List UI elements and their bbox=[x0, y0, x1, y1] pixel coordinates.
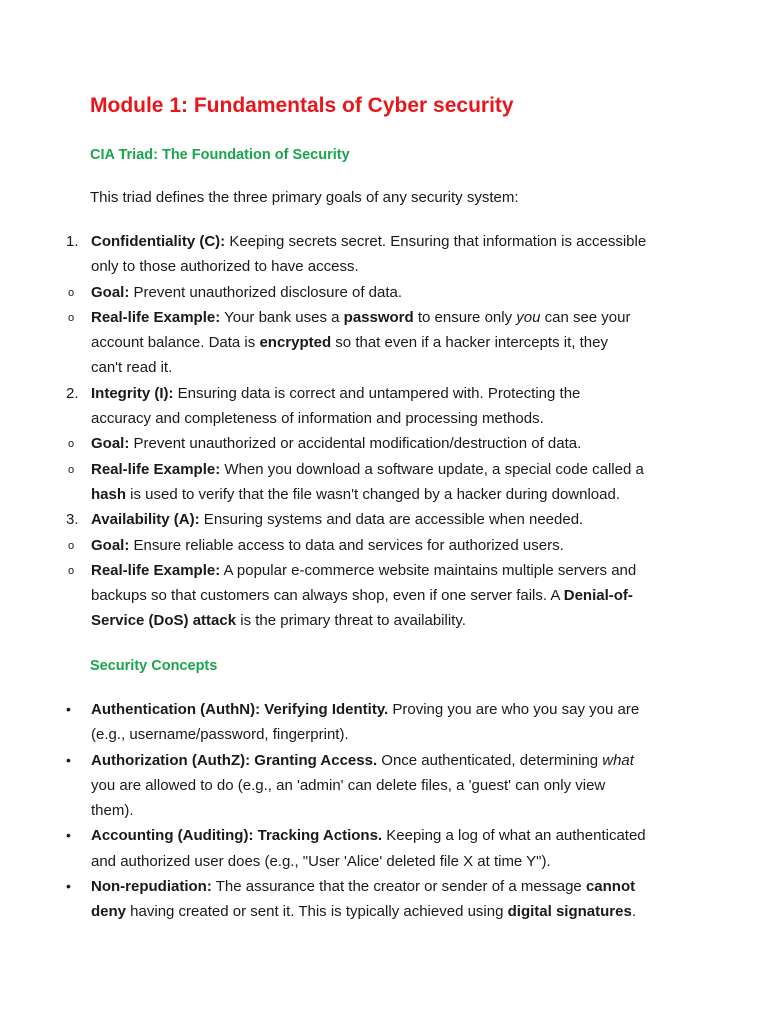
text-run: so that even if a hacker intercepts it, they bbox=[331, 334, 608, 352]
text-run: (e.g., username/password, fingerprint). bbox=[91, 726, 349, 744]
sub-item-line-row bbox=[0, 533, 768, 558]
sub-item-line-row bbox=[0, 355, 768, 380]
concept-line-row bbox=[0, 722, 768, 747]
concept-line-row bbox=[0, 899, 768, 924]
concept-line bbox=[91, 798, 134, 823]
concept-line bbox=[91, 899, 636, 924]
sub-item-line-row bbox=[0, 305, 768, 330]
sub-bullet-icon: o bbox=[68, 438, 75, 451]
bullet-icon: • bbox=[66, 701, 71, 717]
bullet-icon: • bbox=[66, 751, 71, 768]
bold-text: Authorization (AuthZ): Granting Access. bbox=[91, 751, 378, 769]
concept-line-row bbox=[0, 823, 768, 848]
text-run: them). bbox=[91, 802, 134, 820]
intro-text: This triad defines the three primary goals of any security system: bbox=[90, 189, 519, 206]
sub-item-line bbox=[91, 280, 402, 305]
sub-item-line bbox=[91, 431, 581, 456]
sub-item-line bbox=[91, 558, 636, 583]
concepts-list bbox=[0, 697, 768, 925]
sub-bullet-icon: o bbox=[68, 463, 75, 476]
bold-text: Denial-of- bbox=[563, 587, 633, 605]
text-run: backups so that customers can always shop, even if one server fails. A bbox=[91, 587, 564, 605]
concept-line-row bbox=[0, 697, 768, 722]
sub-item-line bbox=[91, 457, 644, 482]
sub-item-line bbox=[91, 583, 633, 608]
text-run: Prevent unauthorized disclosure of data. bbox=[129, 283, 403, 301]
cia-item-line bbox=[91, 229, 646, 254]
cia-item-line bbox=[91, 507, 583, 532]
text-run: Proving you are who you say you are bbox=[388, 701, 640, 718]
text-run: Keeping a log of what an authenticated bbox=[382, 827, 646, 845]
cia-item-line-row bbox=[0, 381, 768, 406]
text-run: Your bank uses a bbox=[220, 308, 344, 326]
text-run: is used to verify that the file wasn't changed by a hacker during download. bbox=[126, 485, 621, 503]
bold-text: hash bbox=[91, 485, 127, 503]
text-run: can't read it. bbox=[91, 359, 173, 377]
cia-item-line-row bbox=[0, 406, 768, 431]
cia-item-line-row bbox=[0, 229, 768, 254]
sub-item-line-row bbox=[0, 558, 768, 583]
sub-item-line bbox=[91, 330, 608, 355]
bold-text: password bbox=[343, 308, 414, 326]
concepts-heading: Security Concepts bbox=[90, 658, 218, 674]
sub-item-line bbox=[91, 305, 631, 330]
text-run: having created or sent it. This is typically achieved using bbox=[126, 903, 508, 921]
text-run: Keeping secrets secret. Ensuring that information is accessible bbox=[225, 233, 647, 250]
sub-item-line-row bbox=[0, 583, 768, 608]
concept-line bbox=[91, 849, 551, 874]
bold-text: deny bbox=[91, 903, 127, 921]
list-number: 1. bbox=[66, 233, 79, 250]
text-run: and authorized user does (e.g., "User 'Alice' deleted file X at time Y"). bbox=[91, 852, 551, 870]
bold-text: Real-life Example: bbox=[91, 460, 221, 478]
sub-item-line-row bbox=[0, 608, 768, 633]
concept-line-row bbox=[0, 798, 768, 823]
concept-line bbox=[91, 697, 639, 722]
text-run: A popular e-commerce website maintains multiple servers and bbox=[220, 561, 637, 579]
text-run: Ensure reliable access to data and services for authorized users. bbox=[129, 536, 564, 554]
sub-bullet-icon: o bbox=[68, 311, 75, 324]
sub-bullet-icon: o bbox=[68, 564, 75, 577]
cia-list bbox=[0, 229, 768, 634]
cia-heading: CIA Triad: The Foundation of Security bbox=[90, 147, 350, 163]
concept-line bbox=[91, 823, 646, 848]
text-run: . bbox=[631, 903, 636, 921]
bold-text: Service (DoS) attack bbox=[91, 612, 237, 630]
sub-item-line bbox=[91, 355, 172, 380]
text-run: Ensuring systems and data are accessible when needed. bbox=[199, 511, 584, 529]
sub-bullet-icon: o bbox=[68, 539, 75, 552]
sub-item-line-row bbox=[0, 330, 768, 355]
concept-line-row bbox=[0, 748, 768, 773]
text-run: Once authenticated, determining bbox=[377, 751, 603, 769]
sub-item-line-row bbox=[0, 457, 768, 482]
text-run: is the primary threat to availability. bbox=[236, 612, 466, 630]
italic-text: you bbox=[516, 308, 541, 326]
concept-line-row bbox=[0, 773, 768, 798]
italic-text: what bbox=[602, 751, 634, 769]
page-title: Module 1: Fundamentals of Cyber security bbox=[90, 94, 514, 117]
bold-text: Availability (A): bbox=[91, 511, 200, 529]
text-run: you are allowed to do (e.g., an 'admin' can delete files, a 'guest' can only view bbox=[91, 776, 606, 794]
bullet-icon: • bbox=[66, 878, 71, 895]
cia-item-line-row bbox=[0, 507, 768, 532]
concept-line bbox=[91, 748, 634, 773]
text-run: When you download a software update, a special code called a bbox=[220, 460, 644, 478]
concept-line bbox=[91, 722, 349, 747]
bold-text: Goal: bbox=[91, 283, 130, 301]
sub-bullet-icon: o bbox=[68, 286, 75, 299]
cia-item-line bbox=[91, 406, 544, 431]
text-run: only to those authorized to have access. bbox=[91, 258, 359, 276]
bold-text: Goal: bbox=[91, 536, 130, 554]
sub-item-line bbox=[91, 533, 564, 558]
text-run: The assurance that the creator or sender of a message bbox=[211, 878, 586, 896]
text-run: account balance. Data is bbox=[91, 334, 260, 352]
bold-text: Integrity (I): bbox=[91, 384, 174, 402]
sub-item-line-row bbox=[0, 482, 768, 507]
list-number: 3. bbox=[66, 511, 79, 529]
bold-text: cannot bbox=[585, 878, 636, 896]
concept-line bbox=[91, 874, 635, 899]
cia-item-line bbox=[91, 381, 580, 406]
cia-item-line-row bbox=[0, 254, 768, 279]
concept-line-row bbox=[0, 874, 768, 899]
concept-line-row bbox=[0, 849, 768, 874]
list-number: 2. bbox=[66, 384, 79, 402]
bold-text: Real-life Example: bbox=[91, 561, 221, 579]
bold-text: Non-repudiation: bbox=[91, 878, 212, 896]
sub-item-line-row bbox=[0, 280, 768, 305]
concept-line bbox=[91, 773, 605, 798]
text-run: Prevent unauthorized or accidental modification/destruction of data. bbox=[129, 435, 582, 453]
cia-item-line bbox=[91, 254, 359, 279]
text-run: accuracy and completeness of information and processing methods. bbox=[91, 410, 544, 428]
sub-item-line bbox=[91, 608, 466, 633]
sub-item-line-row bbox=[0, 431, 768, 456]
bold-text: Accounting (Auditing): Tracking Actions. bbox=[91, 827, 383, 845]
bold-text: Goal: bbox=[91, 435, 130, 453]
bold-text: Real-life Example: bbox=[91, 308, 221, 326]
text-run: can see your bbox=[540, 308, 631, 326]
bold-text: digital signatures bbox=[507, 903, 632, 921]
sub-item-line bbox=[91, 482, 620, 507]
bullet-icon: • bbox=[66, 827, 71, 844]
bold-text: encrypted bbox=[259, 334, 332, 352]
text-run: Ensuring data is correct and untampered with. Protecting the bbox=[173, 384, 581, 402]
bold-text: Confidentiality (C): bbox=[91, 233, 226, 250]
bold-text: Authentication (AuthN): Verifying Identity. bbox=[91, 701, 389, 718]
text-run: to ensure only bbox=[413, 308, 517, 326]
